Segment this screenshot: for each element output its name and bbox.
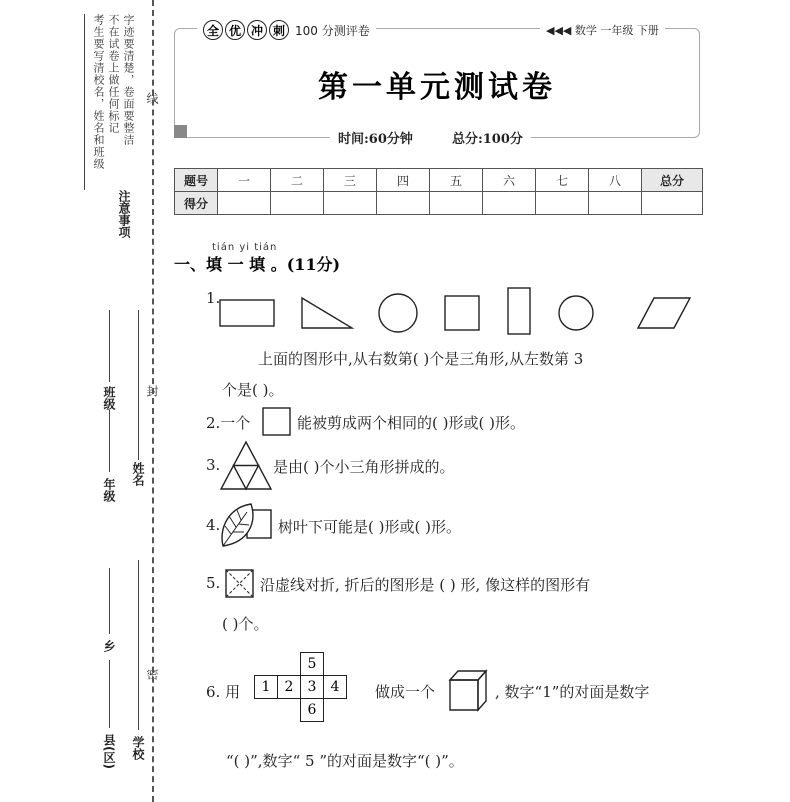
arrows-icon: ◀◀◀: [546, 24, 575, 37]
section-pinyin: tián yi tián: [212, 242, 278, 253]
school-label: 学校: [131, 736, 145, 760]
school-line: [138, 560, 139, 730]
time-limit: 时间:60分钟: [338, 132, 413, 147]
table-cell: 二: [271, 169, 324, 192]
table-cell: 八: [589, 169, 642, 192]
name-label: 姓名: [131, 462, 145, 486]
q3-triangle-icon: [219, 440, 273, 492]
q1-shapes: [218, 286, 698, 336]
q6-line2: “( )”,数字“ 5 ”的对面是数字“( )”。: [226, 752, 464, 770]
grade-label: 年级: [102, 478, 116, 502]
score-input-cell[interactable]: [642, 192, 703, 215]
score-table-score-row: [175, 192, 703, 215]
section-title: 一、填 一 填 。(11分): [174, 255, 341, 274]
note-2: 不在试卷上做任何标记: [107, 14, 120, 134]
square-shape: [445, 296, 479, 330]
small-circle-shape: [559, 296, 593, 330]
q5-line2: ( )个。: [222, 615, 269, 633]
table-cell: 一: [218, 169, 271, 192]
time-row: [330, 128, 531, 147]
q6-text: , 数字“1”的对面是数字: [495, 683, 650, 701]
tall-rectangle-shape: [508, 288, 530, 334]
triangle-shape: [302, 298, 352, 328]
brand-char-1: 全: [203, 20, 223, 40]
brand-char-3: 冲: [247, 20, 267, 40]
name-line: [138, 310, 139, 460]
seal-word-line: 线: [145, 92, 159, 105]
q1-line1: 上面的图形中,从右数第( )个是三角形,从左数第 3: [258, 350, 584, 368]
score-table: [174, 168, 703, 215]
brand-char-2: 优: [225, 20, 245, 40]
cube-face: 3: [301, 676, 324, 699]
notes-title: 注意事项: [117, 190, 131, 238]
q4-leaf-icon: [217, 500, 275, 552]
circle-shape: [379, 294, 417, 332]
rectangle-shape: [220, 300, 274, 326]
score-table-header-row: [175, 169, 703, 192]
score-input-cell[interactable]: [483, 192, 536, 215]
subject-text: 数学 一年级 下册: [574, 24, 659, 37]
q3-prefix: 3.: [206, 456, 221, 474]
cube-face: 4: [324, 676, 347, 699]
q5-fold-square-icon: [224, 568, 256, 600]
table-cell: 题号: [175, 169, 218, 192]
q6-prefix: 6. 用: [206, 683, 241, 701]
table-cell: 五: [430, 169, 483, 192]
brand-char-4: 刺: [269, 20, 289, 40]
page-title: 第一单元测试卷: [318, 70, 556, 105]
parallelogram-shape: [638, 298, 690, 328]
grade-line: [109, 410, 110, 472]
q5-text: 沿虚线对折, 折后的图形是 ( ) 形, 像这样的图形有: [260, 576, 591, 594]
brand-logo: [197, 20, 376, 40]
note-1: 考生要写清校名，姓名和班级: [92, 14, 105, 170]
q2-square-icon: [261, 406, 293, 438]
table-cell: 六: [483, 169, 536, 192]
q5-prefix: 5.: [206, 574, 221, 592]
seal-word-dense: 密: [145, 668, 159, 681]
seal-word-seal: 封: [145, 385, 159, 398]
q2-text: 能被剪成两个相同的( )形或( )形。: [297, 414, 525, 432]
q6-middle: 做成一个: [375, 683, 436, 701]
cube-net: [254, 652, 347, 722]
q1-number: 1.: [206, 289, 221, 307]
county-line: [109, 660, 110, 728]
score-input-cell[interactable]: [536, 192, 589, 215]
table-cell: 四: [377, 169, 430, 192]
township-label: 乡: [102, 640, 116, 652]
township-line: [109, 568, 110, 634]
score-input-cell[interactable]: [377, 192, 430, 215]
score-input-cell[interactable]: [430, 192, 483, 215]
corner-mark: [174, 125, 187, 138]
table-cell: 七: [536, 169, 589, 192]
score-input-cell[interactable]: [324, 192, 377, 215]
class-line: [109, 310, 110, 382]
q4-text: 树叶下可能是( )形或( )形。: [278, 518, 461, 536]
cube-face-bottom: 6: [301, 699, 324, 722]
q1-line2: 个是( )。: [222, 381, 284, 399]
binding-margin: [0, 0, 159, 802]
cube-face: 1: [255, 676, 278, 699]
score-input-cell[interactable]: [218, 192, 271, 215]
total-score: 总分:100分: [451, 132, 523, 147]
table-cell: 得分: [175, 192, 218, 215]
q3-text: 是由( )个小三角形拼成的。: [273, 458, 455, 476]
class-label: 班级: [102, 386, 116, 410]
cube-face-top: 5: [301, 653, 324, 676]
note-3: 字迹要清楚，卷面要整洁: [122, 14, 135, 146]
binding-dashed-line: [152, 0, 154, 802]
score-input-cell[interactable]: [271, 192, 324, 215]
table-cell: 总分: [642, 169, 703, 192]
score-input-cell[interactable]: [589, 192, 642, 215]
subject-label: [540, 22, 665, 38]
brand-subtitle: 100 分测评卷: [295, 23, 370, 38]
county-label: 县(区): [102, 734, 116, 769]
cube-icon: [446, 668, 492, 714]
notes-divider: [84, 14, 85, 190]
cube-face: 2: [278, 676, 301, 699]
table-cell: 三: [324, 169, 377, 192]
q4-prefix: 4.: [206, 516, 221, 534]
q2-prefix: 2.一个: [206, 414, 251, 432]
